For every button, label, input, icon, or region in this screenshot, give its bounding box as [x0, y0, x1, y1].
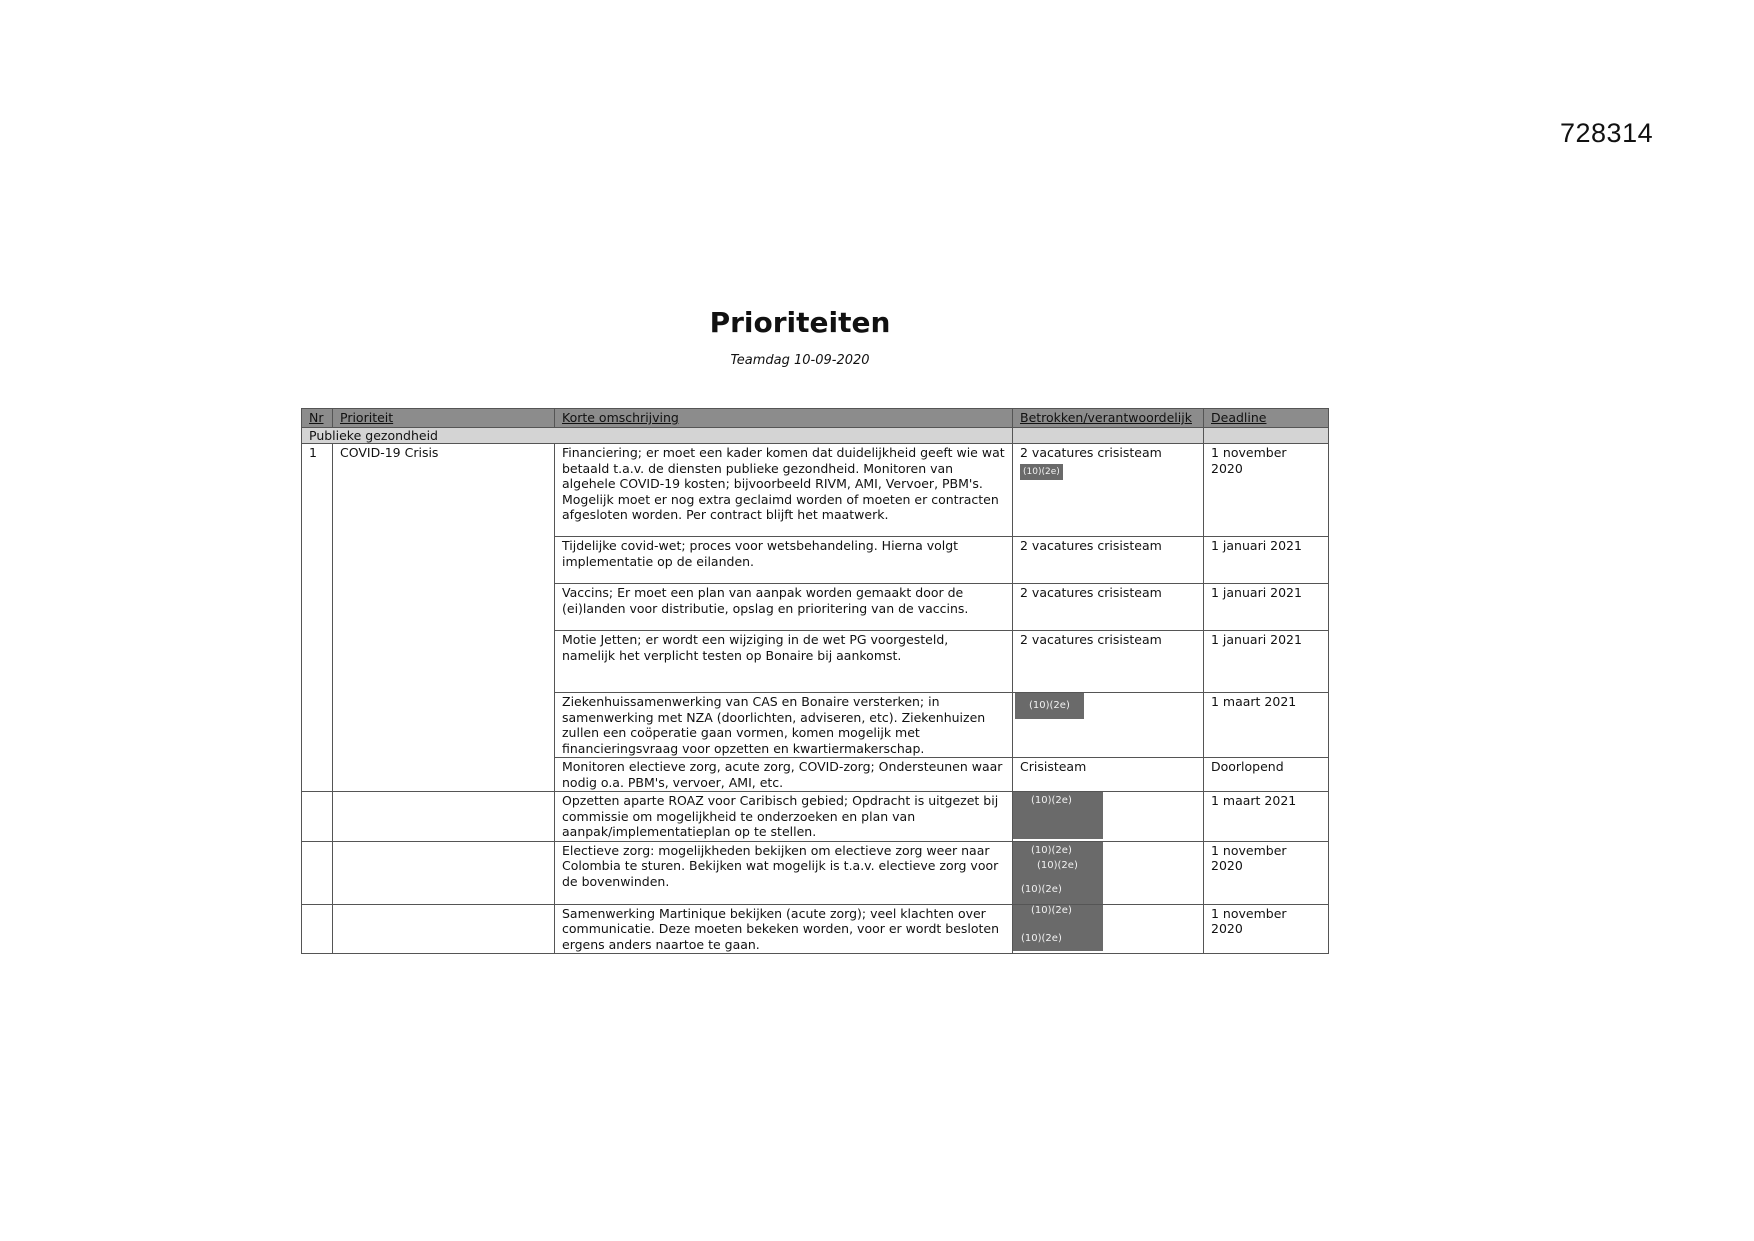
row-description: Opzetten aparte ROAZ voor Caribisch gebied; Opdracht is uitgezet bij commissie om mogelijkheid te onderzoeken en plan van aanpak/implementatieplan op te stellen.: [555, 792, 1013, 842]
table-row: [302, 444, 1329, 537]
row-responsible: [1013, 841, 1204, 904]
redaction-label: (10)(2e): [1031, 844, 1072, 856]
page-subtitle: Teamdag 10-09-2020: [730, 353, 870, 368]
section-row: [302, 427, 1329, 444]
row-responsible: [1013, 792, 1204, 842]
row-description: Electieve zorg: mogelijkheden bekijken om electieve zorg weer naar Colombia te sturen. Bekijken wat mogelijk is t.a.v. electieve zorg voor de bovenwinden.: [555, 841, 1013, 904]
responsible-text: 2 vacatures crisisteam: [1020, 445, 1162, 460]
row-priority: [333, 792, 555, 842]
row-nr: 1: [302, 444, 333, 792]
redaction-box: [1013, 842, 1103, 904]
row-nr: [302, 841, 333, 904]
redaction-label: (10)(2e): [1037, 859, 1078, 871]
table-header-row: [302, 409, 1329, 428]
row-deadline: 1 november 2020: [1204, 444, 1329, 537]
table-row: [302, 904, 1329, 954]
row-deadline: 1 november 2020: [1204, 841, 1329, 904]
redaction-box: (10)(2e): [1015, 693, 1084, 719]
redaction-label: (10)(2e): [1031, 795, 1072, 806]
redaction-box: [1013, 792, 1103, 839]
row-deadline: 1 januari 2021: [1204, 631, 1329, 693]
row-priority: [333, 904, 555, 954]
row-responsible: 2 vacatures crisisteam: [1013, 631, 1204, 693]
row-responsible: Crisisteam: [1013, 758, 1204, 792]
redaction-label: (10)(2e): [1021, 883, 1062, 895]
section-spacer: [1204, 427, 1329, 444]
row-description: Tijdelijke covid-wet; proces voor wetsbehandeling. Hierna volgt implementatie op de eilanden.: [555, 537, 1013, 584]
redaction-label: (10)(2e): [1021, 932, 1062, 944]
priorities-table: [301, 408, 1329, 954]
document-number: 728314: [1560, 118, 1654, 148]
row-priority: COVID-19 Crisis: [333, 444, 555, 792]
row-description: Vaccins; Er moet een plan van aanpak worden gemaakt door de (ei)landen voor distributie, opslag en prioritering van de vaccins.: [555, 584, 1013, 631]
row-deadline: Doorlopend: [1204, 758, 1329, 792]
row-description: Ziekenhuissamenwerking van CAS en Bonaire versterken; in samenwerking met NZA (doorlichten, adviseren, etc). Ziekenhuizen zullen een coöperatie gaan vormen, komen mogelijk met financieringsvraag voor opzetten en kwartiermakerschap.: [555, 693, 1013, 758]
row-description: Monitoren electieve zorg, acute zorg, COVID-zorg; Ondersteunen waar nodig o.a. PBM's, vervoer, AMI, etc.: [555, 758, 1013, 792]
row-nr: [302, 792, 333, 842]
row-responsible: [1013, 693, 1204, 758]
header-nr: Nr: [302, 409, 333, 428]
row-deadline: 1 maart 2021: [1204, 693, 1329, 758]
row-deadline: 1 januari 2021: [1204, 537, 1329, 584]
row-deadline: 1 maart 2021: [1204, 792, 1329, 842]
row-description: Motie Jetten; er wordt een wijziging in de wet PG voorgesteld, namelijk het verplicht testen op Bonaire bij aankomst.: [555, 631, 1013, 693]
row-deadline: 1 november 2020: [1204, 904, 1329, 954]
section-spacer: [555, 427, 1013, 444]
page-title: Prioriteiten: [709, 306, 891, 339]
redaction-label: (10)(2e): [1031, 904, 1072, 916]
header-responsible: Betrokken/verantwoordelijk: [1013, 409, 1204, 428]
header-description: Korte omschrijving: [555, 409, 1013, 428]
row-description: Financiering; er moet een kader komen dat duidelijkheid geeft wie wat betaald t.a.v. de diensten publieke gezondheid. Monitoren van algehele COVID-19 kosten; bijvoorbeeld RIVM, AMI, Vervoer, PBM's. Mogelijk moet er nog extra geclaimd worden of moeten er contracten afgesloten worden. Per contract blijft het maatwerk.: [555, 444, 1013, 537]
header-priority: Prioriteit: [333, 409, 555, 428]
row-responsible: [1013, 904, 1204, 954]
row-nr: [302, 904, 333, 954]
table-row: [302, 841, 1329, 904]
section-spacer: [1013, 427, 1204, 444]
row-deadline: 1 januari 2021: [1204, 584, 1329, 631]
row-responsible: [1013, 444, 1204, 537]
section-label: Publieke gezondheid: [302, 427, 555, 444]
row-responsible: 2 vacatures crisisteam: [1013, 537, 1204, 584]
row-responsible: 2 vacatures crisisteam: [1013, 584, 1204, 631]
row-description: Samenwerking Martinique bekijken (acute zorg); veel klachten over communicatie. Deze moeten bekeken worden, voor er wordt besloten ergens anders naartoe te gaan.: [555, 904, 1013, 954]
row-priority: [333, 841, 555, 904]
header-deadline: Deadline: [1204, 409, 1329, 428]
redaction-box: [1013, 905, 1103, 951]
redaction-box: (10)(2e): [1020, 464, 1063, 480]
table-row: [302, 792, 1329, 842]
